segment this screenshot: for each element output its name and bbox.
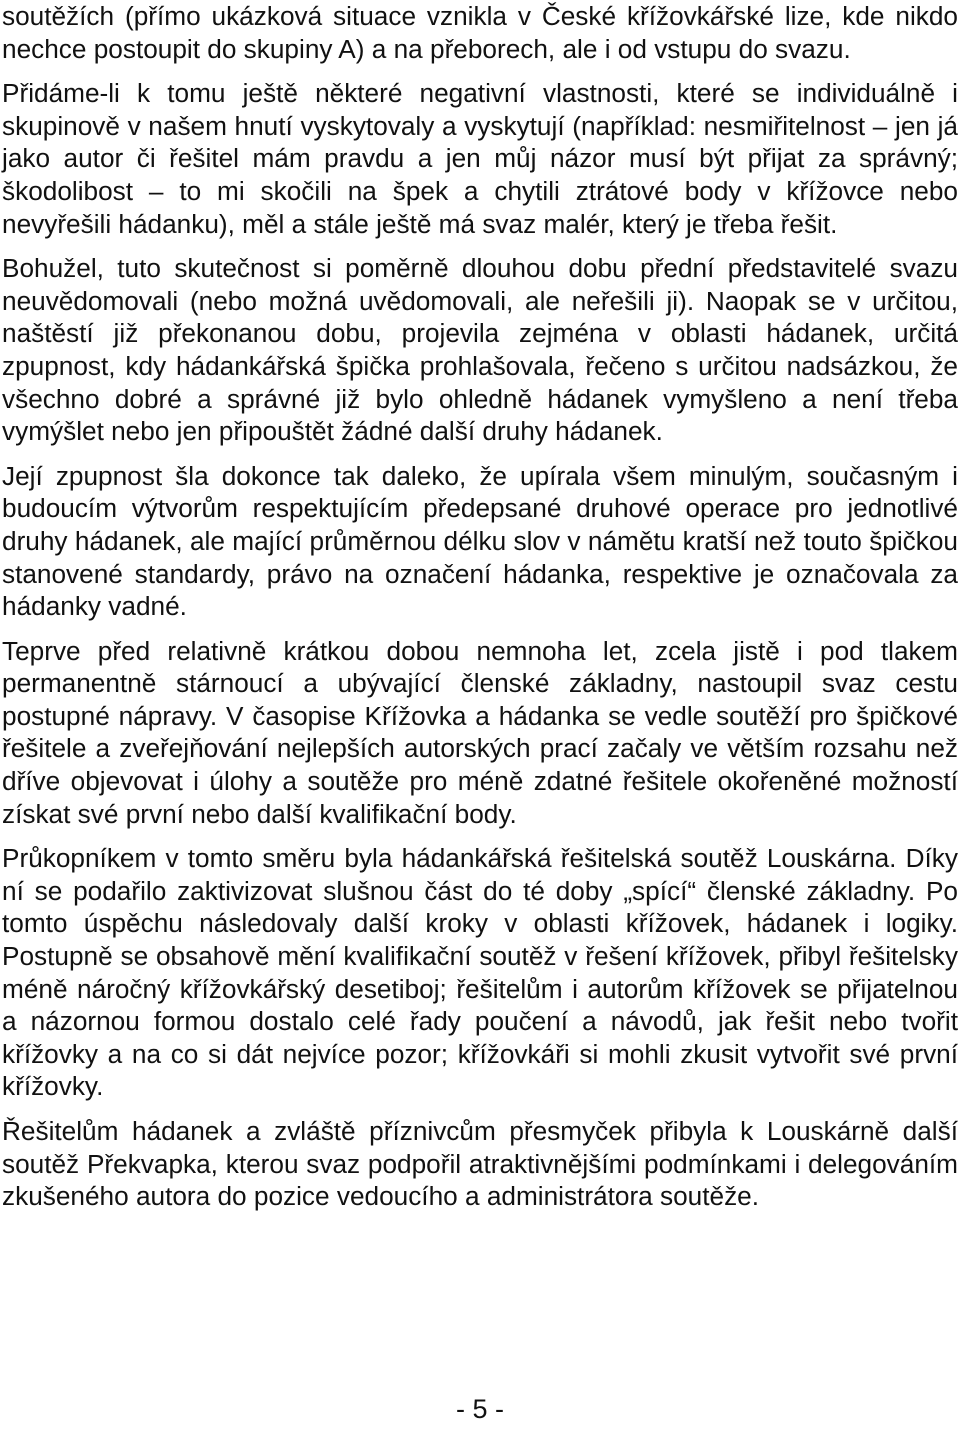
paragraph: Přidáme-li k tomu ještě některé negativní vlastnosti, které se individuálně i skupinově v našem hnutí vyskytovaly a vyskytují (například: nesmiřitelnost – jen já jako autor či řešitel mám pravdu a jen můj názor musí být přijat za správný; škodolibost – to mi skočili na špek a chytili ztrátové body v křížovce nebo nevyřešili hádanku), měl a stále ještě má svaz malér, který je třeba řešit. <box>2 78 958 239</box>
paragraph: soutěžích (přímo ukázková situace vznikla v České křížovkářské lize, kde nikdo nechce postoupit do skupiny A) a na přeborech, ale i od vstupu do svazu. <box>2 1 958 64</box>
paragraph: Bohužel, tuto skutečnost si poměrně dlouhou dobu přední představitelé svazu neuvědomovali (nebo možná uvědomovali, ale neřešili ji). Naopak se v určitou, naštěstí již překonanou dobu, projevila zejména v oblasti hádanek, určitá zpupnost, kdy hádankářská špička prohlašovala, řečeno s určitou nadsázkou, že všechno dobré a správné již bylo ohledně hádanek vymyšleno a není třeba vymýšlet nebo jen připouštět žádné další druhy hádanek. <box>2 253 958 447</box>
paragraph: Její zpupnost šla dokonce tak daleko, že upírala všem minulým, současným i budoucím výtvorům respektujícím předepsané druhové operace pro jednotlivé druhy hádanek, ale mající průměrnou délku slov v námětu kratší než touto špičkou stanovené standardy, právo na označení hádanka, respektive je označovala za hádanky vadné. <box>2 460 958 622</box>
page-number: - 5 - <box>455 1394 504 1424</box>
paragraph: Teprve před relativně krátkou dobou nemnoha let, zcela jistě i pod tlakem permanentně stárnoucí a ubývající členské základny, nastoupil svaz cestu postupné nápravy. V časopise Křížovka a hádanka se vedle soutěží pro špičkové řešitele a zveřejňování nejlepších autorských prací začaly ve větším rozsahu než dříve objevovat i úlohy a soutěže pro méně zdatné řešitele okořeněné možností získat své první nebo další kvalifikační body. <box>2 635 958 829</box>
paragraph: Průkopníkem v tomto směru byla hádankářská řešitelská soutěž Louskárna. Díky ní se podařilo zaktivizovat slušnou část do té doby „spící“ členské základny. Po tomto úspěchu následovaly další kroky v oblasti křížovek, hádanek i logiky. Postupně se obsahově mění kvalifikační soutěž v řešení křížovek, přibyl řešitelsky méně náročný křížovkářský desetiboj; řešitelům i autorům křížovek se přijatelnou a názornou formou dostalo celé řady poučení a návodů, jak řešit nebo tvořit křížovky a na co si dát nejvíce pozor; křížovkáři si mohli zkusit vytvořit své první křížovky. <box>2 843 958 1102</box>
paragraph: Řešitelům hádanek a zvláště příznivcům přesmyček přibyla k Louskárně další soutěž Překvapka, kterou svaz podpořil atraktivnějšími podmínkami i delegováním zkušeného autora do pozice vedoucího a administrátora soutěže. <box>2 1116 958 1212</box>
